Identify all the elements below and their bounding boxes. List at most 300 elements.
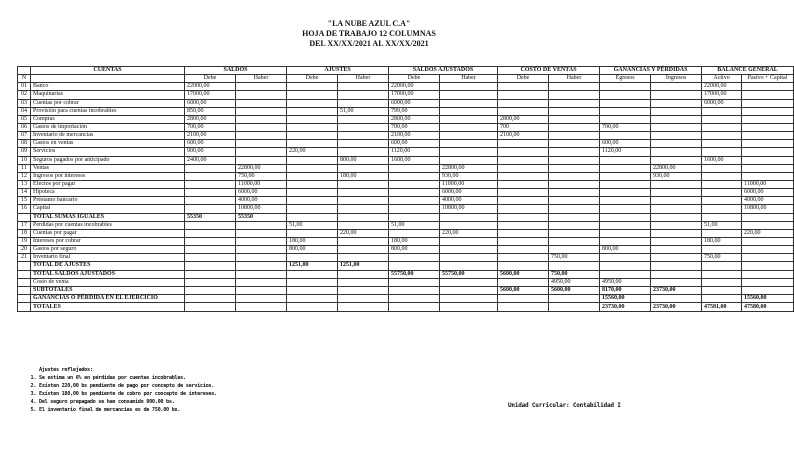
amount-cell bbox=[185, 189, 236, 197]
amount-cell bbox=[389, 213, 440, 221]
amount-cell bbox=[338, 254, 389, 262]
amount-cell: 8170,00 bbox=[600, 286, 651, 294]
amount-cell: 800,00 bbox=[287, 246, 338, 254]
amount-cell bbox=[549, 172, 600, 180]
amount-cell bbox=[498, 107, 549, 115]
amount-cell bbox=[338, 303, 389, 311]
amount-cell bbox=[651, 91, 702, 99]
amount-cell bbox=[287, 205, 338, 213]
amount-cell bbox=[287, 180, 338, 188]
account-name: TOTAL SUMAS IGUALES bbox=[31, 213, 185, 221]
table-row bbox=[18, 270, 794, 278]
account-name: Efectos por pagar bbox=[31, 180, 185, 188]
amount-cell: 1251,00 bbox=[287, 262, 338, 270]
n-header-blank bbox=[18, 67, 31, 75]
amount-cell bbox=[236, 303, 287, 311]
amount-cell: 51,00 bbox=[702, 221, 742, 229]
amount-cell bbox=[600, 221, 651, 229]
amount-cell bbox=[440, 213, 498, 221]
amount-cell bbox=[651, 229, 702, 237]
amount-cell bbox=[389, 189, 440, 197]
amount-cell bbox=[287, 115, 338, 123]
amount-cell bbox=[549, 229, 600, 237]
amount-cell bbox=[498, 205, 549, 213]
amount-cell: 800,00 bbox=[338, 156, 389, 164]
account-name: Capital bbox=[31, 205, 185, 213]
table-row bbox=[18, 148, 794, 156]
amount-cell bbox=[600, 262, 651, 270]
amount-cell: 55350 bbox=[185, 213, 236, 221]
account-name: Préstamo bancario bbox=[31, 197, 185, 205]
amount-cell bbox=[440, 99, 498, 107]
amount-cell bbox=[549, 180, 600, 188]
amount-cell: 51,00 bbox=[338, 107, 389, 115]
amount-cell bbox=[651, 156, 702, 164]
row-number: 11 bbox=[18, 164, 31, 172]
amount-cell bbox=[287, 123, 338, 131]
amount-cell bbox=[440, 140, 498, 148]
amount-cell bbox=[236, 246, 287, 254]
table-row bbox=[18, 221, 794, 229]
amount-cell: 6000,00 bbox=[185, 99, 236, 107]
amount-cell bbox=[440, 148, 498, 156]
amount-cell bbox=[440, 294, 498, 303]
table-row bbox=[18, 99, 794, 107]
amount-cell bbox=[498, 237, 549, 245]
amount-cell bbox=[549, 83, 600, 91]
amount-cell bbox=[651, 132, 702, 140]
amount-cell bbox=[287, 294, 338, 303]
worksheet-table bbox=[17, 66, 794, 312]
amount-cell bbox=[498, 140, 549, 148]
amount-cell bbox=[742, 83, 794, 91]
amount-cell bbox=[440, 83, 498, 91]
amount-cell bbox=[742, 213, 794, 221]
amount-cell bbox=[338, 213, 389, 221]
amount-cell: 930,00 bbox=[651, 172, 702, 180]
adjustments-notes bbox=[25, 366, 217, 414]
table-row bbox=[18, 180, 794, 188]
amount-cell bbox=[440, 156, 498, 164]
amount-cell bbox=[498, 180, 549, 188]
cv-debe-header: Debe bbox=[498, 75, 549, 83]
amount-cell bbox=[702, 262, 742, 270]
amount-cell bbox=[185, 254, 236, 262]
amount-cell bbox=[651, 99, 702, 107]
account-name: Servicios bbox=[31, 148, 185, 156]
amount-cell bbox=[287, 254, 338, 262]
ganancias-perdidas-header: GANANCIAS Y PÉRDIDAS bbox=[600, 67, 702, 75]
amount-cell bbox=[549, 189, 600, 197]
row-number: 16 bbox=[18, 205, 31, 213]
account-name: TOTAL DE AJUSTES bbox=[31, 262, 185, 270]
amount-cell bbox=[549, 294, 600, 303]
amount-cell bbox=[287, 83, 338, 91]
amount-cell bbox=[742, 140, 794, 148]
amount-cell bbox=[185, 286, 236, 294]
amount-cell: 6000,00 bbox=[236, 189, 287, 197]
amount-cell bbox=[338, 132, 389, 140]
table-row bbox=[18, 164, 794, 172]
amount-cell: 51,00 bbox=[389, 221, 440, 229]
amount-cell bbox=[185, 294, 236, 303]
amount-cell bbox=[600, 99, 651, 107]
account-name: Intereses por cobrar bbox=[31, 237, 185, 245]
amount-cell bbox=[338, 205, 389, 213]
row-number: 07 bbox=[18, 132, 31, 140]
worksheet-title: HOJA DE TRABAJO 12 COLUMNAS bbox=[302, 29, 436, 38]
amount-cell bbox=[338, 246, 389, 254]
amount-cell bbox=[600, 237, 651, 245]
course-unit: Unidad Curricular: Contabilidad I bbox=[508, 402, 621, 409]
amount-cell: 180,00 bbox=[287, 237, 338, 245]
amount-cell: 1120,00 bbox=[389, 148, 440, 156]
amount-cell bbox=[651, 221, 702, 229]
note-item: 1. Se estima un 6% en pérdidas por cuentas incobrables. bbox=[39, 374, 217, 382]
amount-cell bbox=[389, 164, 440, 172]
row-number: 09 bbox=[18, 148, 31, 156]
amount-cell bbox=[338, 180, 389, 188]
amount-cell: 799,00 bbox=[389, 107, 440, 115]
amount-cell bbox=[702, 286, 742, 294]
table-row bbox=[18, 123, 794, 131]
amount-cell bbox=[389, 254, 440, 262]
table-row bbox=[18, 246, 794, 254]
amount-cell bbox=[600, 91, 651, 99]
amount-cell: 750,00 bbox=[236, 172, 287, 180]
amount-cell bbox=[549, 237, 600, 245]
amount-cell bbox=[440, 237, 498, 245]
row-number: 14 bbox=[18, 189, 31, 197]
amount-cell bbox=[287, 278, 338, 286]
bg-activo-header: Activo bbox=[702, 75, 742, 83]
amount-cell bbox=[236, 262, 287, 270]
balance-general-header: BALANCE GENERAL bbox=[702, 67, 794, 75]
amount-cell: 1251,00 bbox=[338, 262, 389, 270]
table-row bbox=[18, 115, 794, 123]
table-row bbox=[18, 213, 794, 221]
amount-cell: 4000,00 bbox=[236, 197, 287, 205]
amount-cell: 180,00 bbox=[389, 237, 440, 245]
amount-cell bbox=[702, 115, 742, 123]
amount-cell: 4000,00 bbox=[742, 197, 794, 205]
amount-cell: 22000,00 bbox=[702, 83, 742, 91]
amount-cell bbox=[549, 115, 600, 123]
amount-cell bbox=[389, 294, 440, 303]
amount-cell bbox=[549, 140, 600, 148]
table-row bbox=[18, 189, 794, 197]
amount-cell bbox=[651, 270, 702, 278]
notes-title: Ajustes reflejados: bbox=[39, 367, 93, 373]
amount-cell: 2400,00 bbox=[185, 156, 236, 164]
amount-cell bbox=[389, 180, 440, 188]
amount-cell bbox=[440, 303, 498, 311]
amount-cell bbox=[742, 132, 794, 140]
amount-cell: 700 bbox=[498, 123, 549, 131]
amount-cell bbox=[742, 172, 794, 180]
amount-cell bbox=[549, 148, 600, 156]
amount-cell: 55350 bbox=[236, 213, 287, 221]
amount-cell bbox=[742, 246, 794, 254]
row-number bbox=[18, 294, 31, 303]
amount-cell bbox=[651, 246, 702, 254]
sa-haber-header: Haber bbox=[440, 75, 498, 83]
row-number bbox=[18, 270, 31, 278]
amount-cell bbox=[338, 123, 389, 131]
amount-cell bbox=[440, 115, 498, 123]
amount-cell bbox=[742, 164, 794, 172]
amount-cell: 600,00 bbox=[185, 140, 236, 148]
amount-cell bbox=[702, 164, 742, 172]
account-name: Inventario de mercancías bbox=[31, 132, 185, 140]
amount-cell bbox=[549, 156, 600, 164]
amount-cell bbox=[389, 172, 440, 180]
amount-cell bbox=[651, 140, 702, 148]
table-row bbox=[18, 156, 794, 164]
amount-cell bbox=[549, 91, 600, 99]
amount-cell bbox=[287, 213, 338, 221]
row-number: 21 bbox=[18, 254, 31, 262]
amount-cell: 700,00 bbox=[389, 123, 440, 131]
table-row bbox=[18, 132, 794, 140]
cv-haber-header: Haber bbox=[549, 75, 600, 83]
amount-cell bbox=[702, 229, 742, 237]
account-name: Cuentas por pagar bbox=[31, 229, 185, 237]
amount-cell bbox=[236, 123, 287, 131]
amount-cell bbox=[600, 197, 651, 205]
amount-cell bbox=[236, 115, 287, 123]
amount-cell: 22800,00 bbox=[651, 164, 702, 172]
amount-cell: 6000,00 bbox=[702, 99, 742, 107]
amount-cell: 850,00 bbox=[185, 107, 236, 115]
amount-cell bbox=[498, 303, 549, 311]
amount-cell bbox=[600, 172, 651, 180]
note-item: 4. Del seguro prepagado se han consumido 800,00 bs. bbox=[39, 398, 217, 406]
row-number: 04 bbox=[18, 107, 31, 115]
amount-cell bbox=[651, 83, 702, 91]
amount-cell bbox=[600, 254, 651, 262]
amount-cell bbox=[389, 205, 440, 213]
row-number: 19 bbox=[18, 237, 31, 245]
table-row bbox=[18, 229, 794, 237]
amount-cell: 600,00 bbox=[600, 140, 651, 148]
amount-cell bbox=[236, 294, 287, 303]
amount-cell bbox=[742, 221, 794, 229]
amount-cell bbox=[338, 189, 389, 197]
row-number: 05 bbox=[18, 115, 31, 123]
amount-cell bbox=[742, 254, 794, 262]
amount-cell bbox=[236, 270, 287, 278]
amount-cell bbox=[338, 140, 389, 148]
amount-cell bbox=[600, 205, 651, 213]
amount-cell bbox=[702, 107, 742, 115]
amount-cell bbox=[498, 156, 549, 164]
amount-cell bbox=[440, 123, 498, 131]
amount-cell: 5600,00 bbox=[498, 270, 549, 278]
amount-cell: 2100,00 bbox=[389, 132, 440, 140]
amount-cell bbox=[742, 278, 794, 286]
costo-ventas-header: COSTO DE VENTAS bbox=[498, 67, 600, 75]
amount-cell bbox=[702, 278, 742, 286]
table-row bbox=[18, 107, 794, 115]
row-number bbox=[18, 303, 31, 311]
amount-cell bbox=[236, 107, 287, 115]
amount-cell bbox=[389, 278, 440, 286]
amount-cell: 22800,00 bbox=[440, 164, 498, 172]
amount-cell bbox=[185, 270, 236, 278]
amount-cell bbox=[742, 123, 794, 131]
account-name: Banco bbox=[31, 83, 185, 91]
amount-cell bbox=[236, 140, 287, 148]
amount-cell bbox=[338, 237, 389, 245]
note-item: 2. Existen 220,00 bs pendiente de pago por concepto de servicios. bbox=[39, 382, 217, 390]
amount-cell bbox=[185, 262, 236, 270]
amount-cell bbox=[236, 229, 287, 237]
amount-cell: 22800,00 bbox=[236, 164, 287, 172]
amount-cell bbox=[600, 180, 651, 188]
amount-cell: 6000,00 bbox=[742, 189, 794, 197]
account-name: TOTAL SALDOS AJUSTADOS bbox=[31, 270, 185, 278]
amount-cell bbox=[287, 164, 338, 172]
amount-cell: 1600,00 bbox=[702, 156, 742, 164]
amount-cell bbox=[389, 262, 440, 270]
amount-cell bbox=[742, 115, 794, 123]
amount-cell: 900,00 bbox=[185, 148, 236, 156]
gp-ingresos-header: Ingresos bbox=[651, 75, 702, 83]
amount-cell bbox=[236, 286, 287, 294]
amount-cell: 5600,00 bbox=[498, 286, 549, 294]
row-number bbox=[18, 286, 31, 294]
amount-cell bbox=[549, 132, 600, 140]
amount-cell bbox=[185, 278, 236, 286]
amount-cell bbox=[236, 83, 287, 91]
amount-cell: 930,00 bbox=[440, 172, 498, 180]
amount-cell bbox=[742, 91, 794, 99]
amount-cell bbox=[742, 107, 794, 115]
amount-cell: 17000,00 bbox=[185, 91, 236, 99]
amount-cell: 4950,00 bbox=[600, 278, 651, 286]
period: DEL XX/XX/2021 AL XX/XX/2021 bbox=[309, 39, 429, 48]
amount-cell: 4000,00 bbox=[440, 197, 498, 205]
amount-cell: 47580,00 bbox=[742, 303, 794, 311]
amount-cell bbox=[287, 132, 338, 140]
amount-cell bbox=[185, 229, 236, 237]
amount-cell bbox=[742, 286, 794, 294]
account-name: Gastos por seguro bbox=[31, 246, 185, 254]
amount-cell bbox=[498, 262, 549, 270]
amount-cell bbox=[287, 229, 338, 237]
amount-cell bbox=[498, 221, 549, 229]
amount-cell bbox=[498, 246, 549, 254]
amount-cell bbox=[338, 164, 389, 172]
amount-cell bbox=[287, 303, 338, 311]
amount-cell bbox=[651, 254, 702, 262]
amount-cell: 22000,00 bbox=[185, 83, 236, 91]
amount-cell bbox=[549, 246, 600, 254]
amount-cell bbox=[498, 229, 549, 237]
amount-cell bbox=[702, 172, 742, 180]
amount-cell: 220,00 bbox=[742, 229, 794, 237]
amount-cell bbox=[338, 99, 389, 107]
amount-cell bbox=[236, 132, 287, 140]
amount-cell: 800,00 bbox=[389, 246, 440, 254]
account-name: Maquinarias bbox=[31, 91, 185, 99]
amount-cell bbox=[287, 140, 338, 148]
table-row bbox=[18, 262, 794, 270]
amount-cell bbox=[440, 107, 498, 115]
note-item: 3. Existen 180,00 bs pendiente de cobro por concepto de intereses. bbox=[39, 390, 217, 398]
amount-cell bbox=[338, 221, 389, 229]
amount-cell bbox=[702, 205, 742, 213]
account-name: Costo de venta bbox=[31, 278, 185, 286]
amount-cell: 11000,00 bbox=[236, 180, 287, 188]
amount-cell: 5600,00 bbox=[549, 286, 600, 294]
amount-cell bbox=[236, 221, 287, 229]
amount-cell: 15560,00 bbox=[600, 294, 651, 303]
amount-cell bbox=[185, 303, 236, 311]
row-number: 15 bbox=[18, 197, 31, 205]
amount-cell: 750,00 bbox=[549, 270, 600, 278]
amount-cell bbox=[440, 286, 498, 294]
amount-cell: 10800,00 bbox=[236, 205, 287, 213]
amount-cell bbox=[600, 156, 651, 164]
amount-cell bbox=[651, 237, 702, 245]
amount-cell bbox=[651, 294, 702, 303]
amount-cell bbox=[549, 164, 600, 172]
table-row bbox=[18, 278, 794, 286]
amount-cell: 15560,00 bbox=[742, 294, 794, 303]
amount-cell bbox=[287, 270, 338, 278]
amount-cell bbox=[498, 197, 549, 205]
amount-cell: 4950,00 bbox=[549, 278, 600, 286]
amount-cell: 2800,00 bbox=[389, 115, 440, 123]
sub-header-row bbox=[18, 75, 794, 83]
amount-cell bbox=[338, 278, 389, 286]
amount-cell bbox=[702, 140, 742, 148]
saldos-debe-header: Debe bbox=[185, 75, 236, 83]
row-number: 18 bbox=[18, 229, 31, 237]
document-header bbox=[0, 19, 768, 49]
amount-cell bbox=[702, 123, 742, 131]
account-name: Ventas bbox=[31, 164, 185, 172]
amount-cell bbox=[338, 115, 389, 123]
row-number: 03 bbox=[18, 99, 31, 107]
amount-cell bbox=[287, 286, 338, 294]
amount-cell: 23730,00 bbox=[600, 303, 651, 311]
amount-cell bbox=[742, 262, 794, 270]
cuentas-header: CUENTAS bbox=[31, 67, 185, 75]
row-number: 08 bbox=[18, 140, 31, 148]
amount-cell bbox=[600, 132, 651, 140]
amount-cell bbox=[236, 148, 287, 156]
amount-cell bbox=[498, 164, 549, 172]
amount-cell bbox=[338, 148, 389, 156]
amount-cell bbox=[549, 99, 600, 107]
amount-cell bbox=[440, 262, 498, 270]
amount-cell bbox=[600, 115, 651, 123]
amount-cell bbox=[236, 99, 287, 107]
saldos-ajustados-header: SALDOS AJUSTADOS bbox=[389, 67, 498, 75]
amount-cell bbox=[651, 189, 702, 197]
amount-cell: 180,00 bbox=[338, 172, 389, 180]
amount-cell bbox=[549, 221, 600, 229]
amount-cell bbox=[287, 99, 338, 107]
amount-cell bbox=[742, 237, 794, 245]
amount-cell: 220,00 bbox=[338, 229, 389, 237]
ajustes-header: AJUSTES bbox=[287, 67, 389, 75]
amount-cell: 17000,00 bbox=[389, 91, 440, 99]
amount-cell bbox=[651, 180, 702, 188]
